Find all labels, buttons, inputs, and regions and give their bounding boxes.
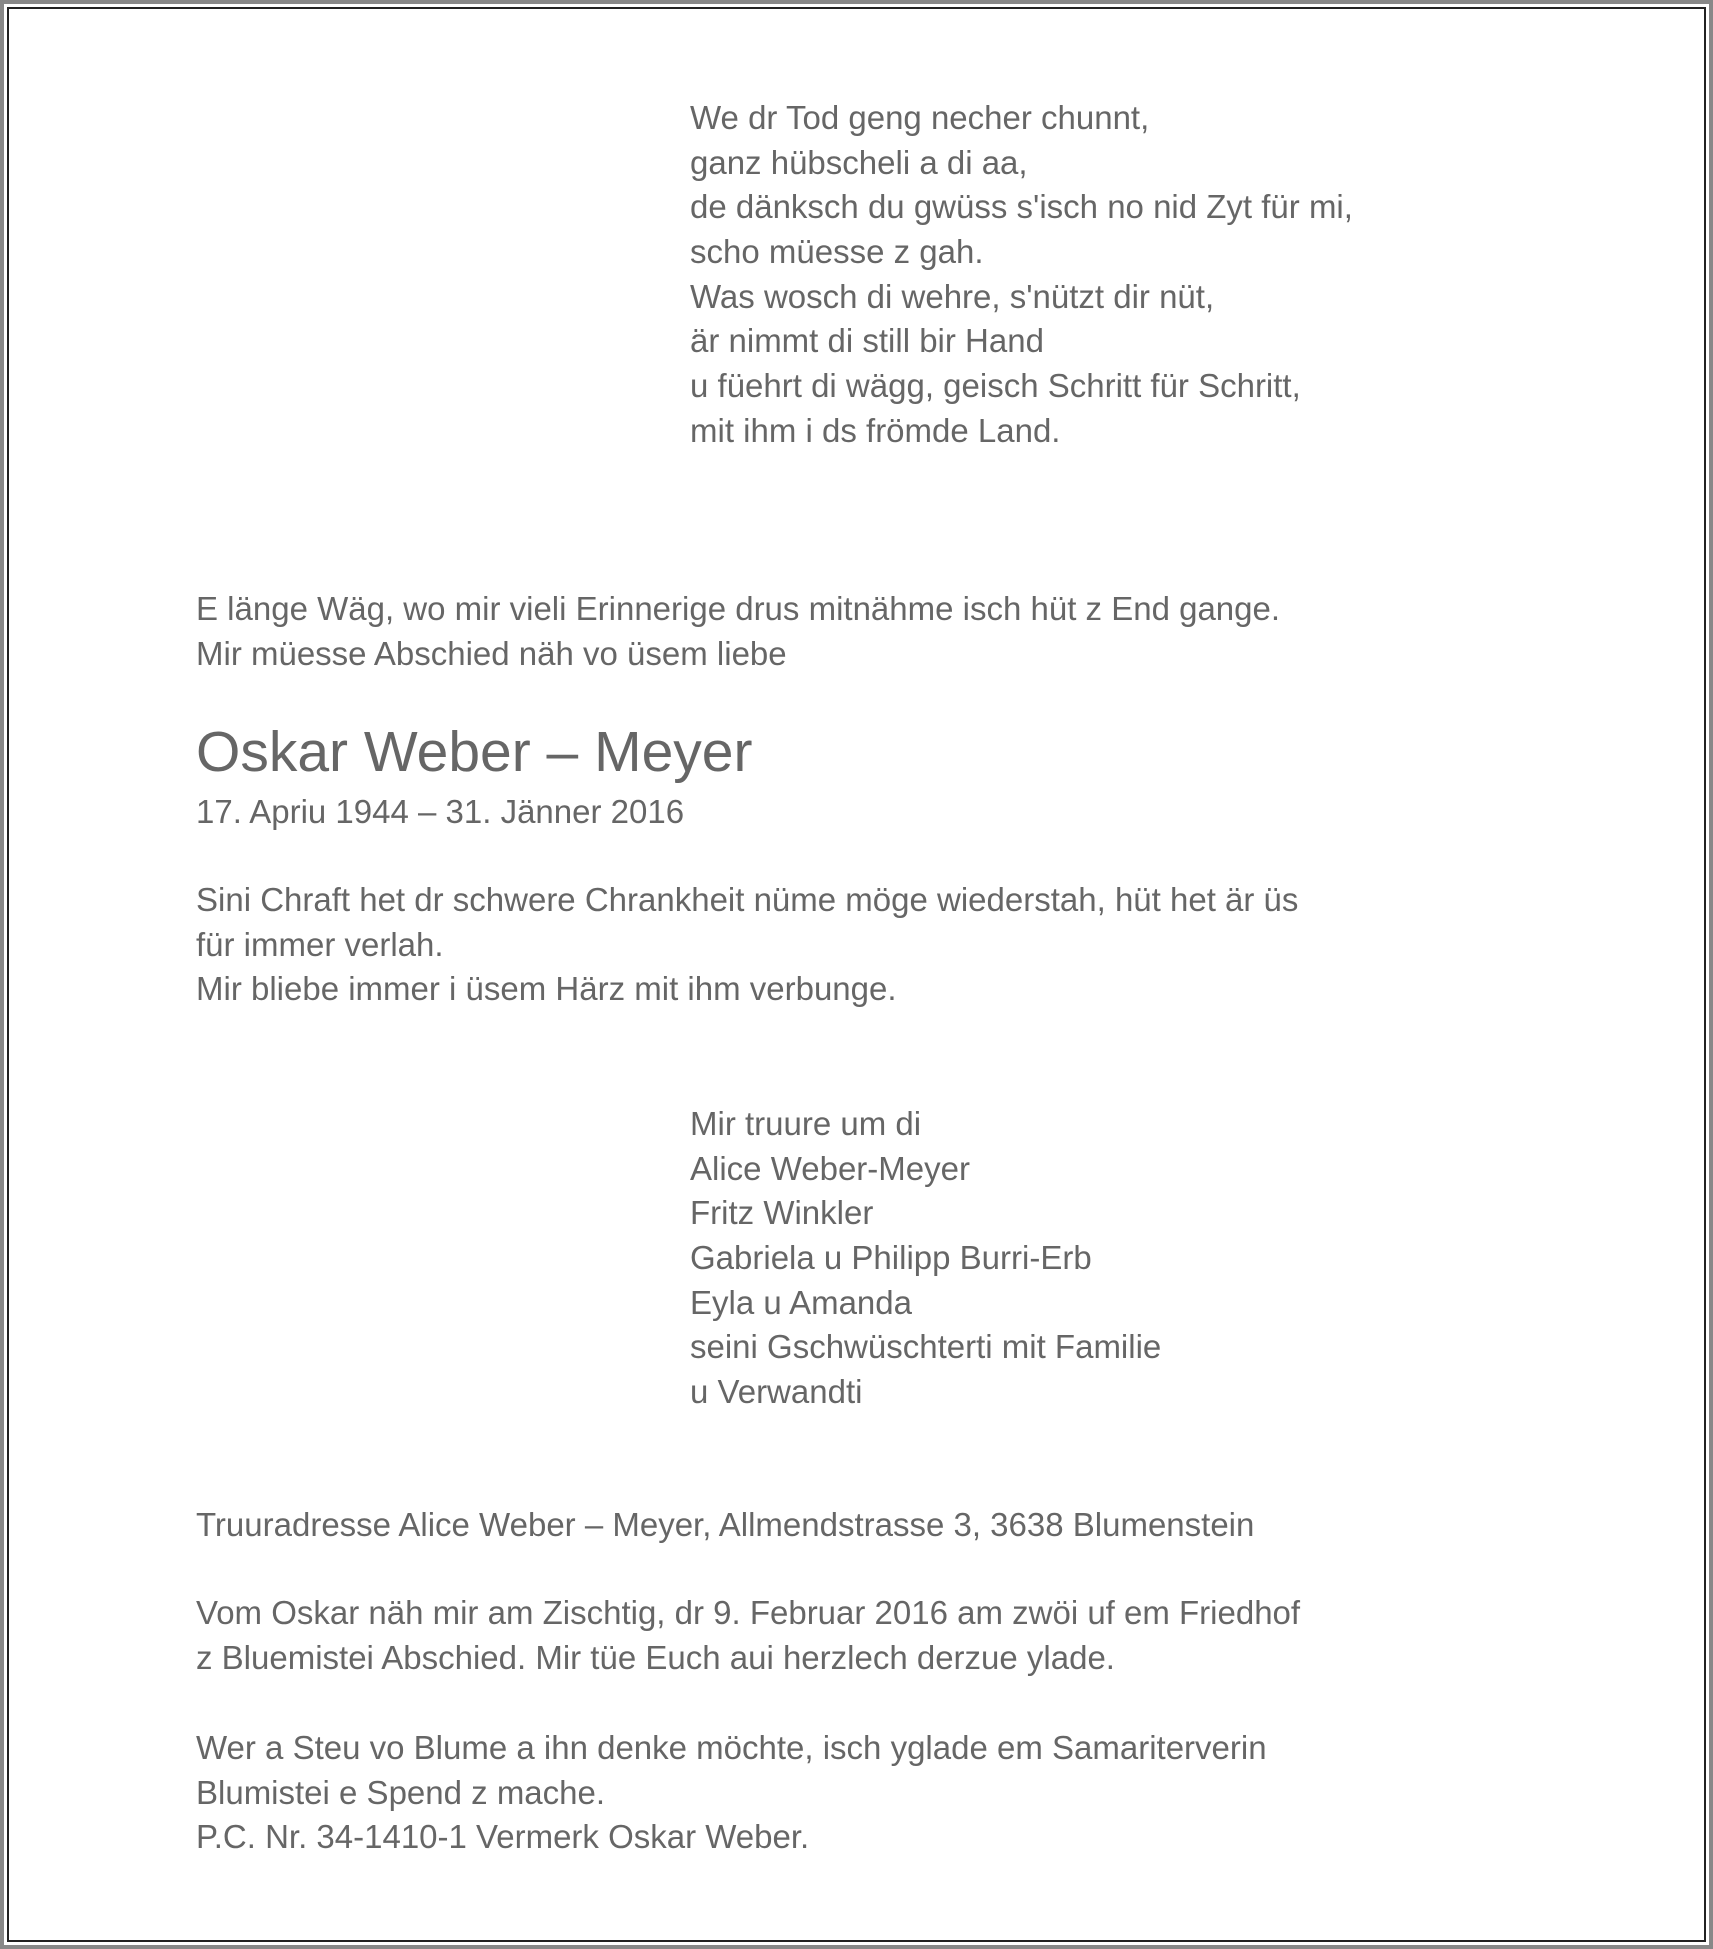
poem-line: är nimmt di still bir Hand: [690, 322, 1044, 360]
mourner-line: Fritz Winkler: [690, 1194, 874, 1232]
life-dates: 17. Apriu 1944 – 31. Jänner 2016: [196, 793, 685, 830]
message-line: Sini Chraft het dr schwere Chrankheit nüme möge wiederstah, hüt het är üs: [196, 881, 1299, 918]
poem-line: de dänksch du gwüss s'isch no nid Zyt für mi,: [690, 188, 1353, 226]
mourner-line: Alice Weber-Meyer: [690, 1149, 970, 1187]
intro-line: Mir müesse Abschied näh vo üsem liebe: [196, 634, 787, 672]
funeral-line: z Bluemistei Abschied. Mir tüe Euch aui herzlech derzue ylade.: [196, 1638, 1115, 1676]
intro: [196, 587, 1280, 676]
poem-line: u füehrt di wägg, geisch Schritt für Schritt,: [690, 367, 1301, 405]
message-line: für immer verlah.: [196, 925, 444, 963]
message: [196, 878, 1298, 1012]
poem-line: Was wosch di wehre, s'nützt dir nüt,: [690, 277, 1215, 315]
mourning-address: Truuradresse Alice Weber – Meyer, Allmendstrasse 3, 3638 Blumenstein: [196, 1506, 1255, 1543]
donation-line: Wer a Steu vo Blume a ihn denke möchte, isch yglade em Samariterverin: [196, 1729, 1267, 1766]
funeral-line: Vom Oskar näh mir am Zischtig, dr 9. Februar 2016 am zwöi uf em Friedhof: [196, 1594, 1301, 1631]
intro-line: E länge Wäg, wo mir vieli Erinnerige drus mitnähme isch hüt z End gange.: [196, 590, 1281, 627]
donation-line: P.C. Nr. 34-1410-1 Vermerk Oskar Weber.: [196, 1818, 810, 1856]
deceased-name: Oskar Weber – Meyer: [196, 720, 753, 784]
mourner-line: Mir truure um di: [690, 1105, 922, 1142]
mourner-line: u Verwandti: [690, 1373, 863, 1411]
mourner-line: Eyla u Amanda: [690, 1283, 912, 1321]
donation-info: [196, 1726, 1267, 1860]
poem-line: scho müesse z gah.: [690, 233, 984, 271]
mourner-line: seini Gschwüschterti mit Familie: [690, 1328, 1162, 1366]
poem: [690, 96, 1353, 454]
donation-line: Blumistei e Spend z mache.: [196, 1773, 606, 1811]
poem-line: mit ihm i ds frömde Land.: [690, 411, 1061, 449]
mourners: [690, 1102, 1161, 1415]
funeral-info: [196, 1591, 1300, 1680]
message-line: Mir bliebe immer i üsem Härz mit ihm verbunge.: [196, 970, 897, 1008]
mourner-line: Gabriela u Philipp Burri-Erb: [690, 1239, 1092, 1277]
poem-line: ganz hübscheli a di aa,: [690, 143, 1028, 181]
poem-line: We dr Tod geng necher chunnt,: [690, 99, 1150, 136]
